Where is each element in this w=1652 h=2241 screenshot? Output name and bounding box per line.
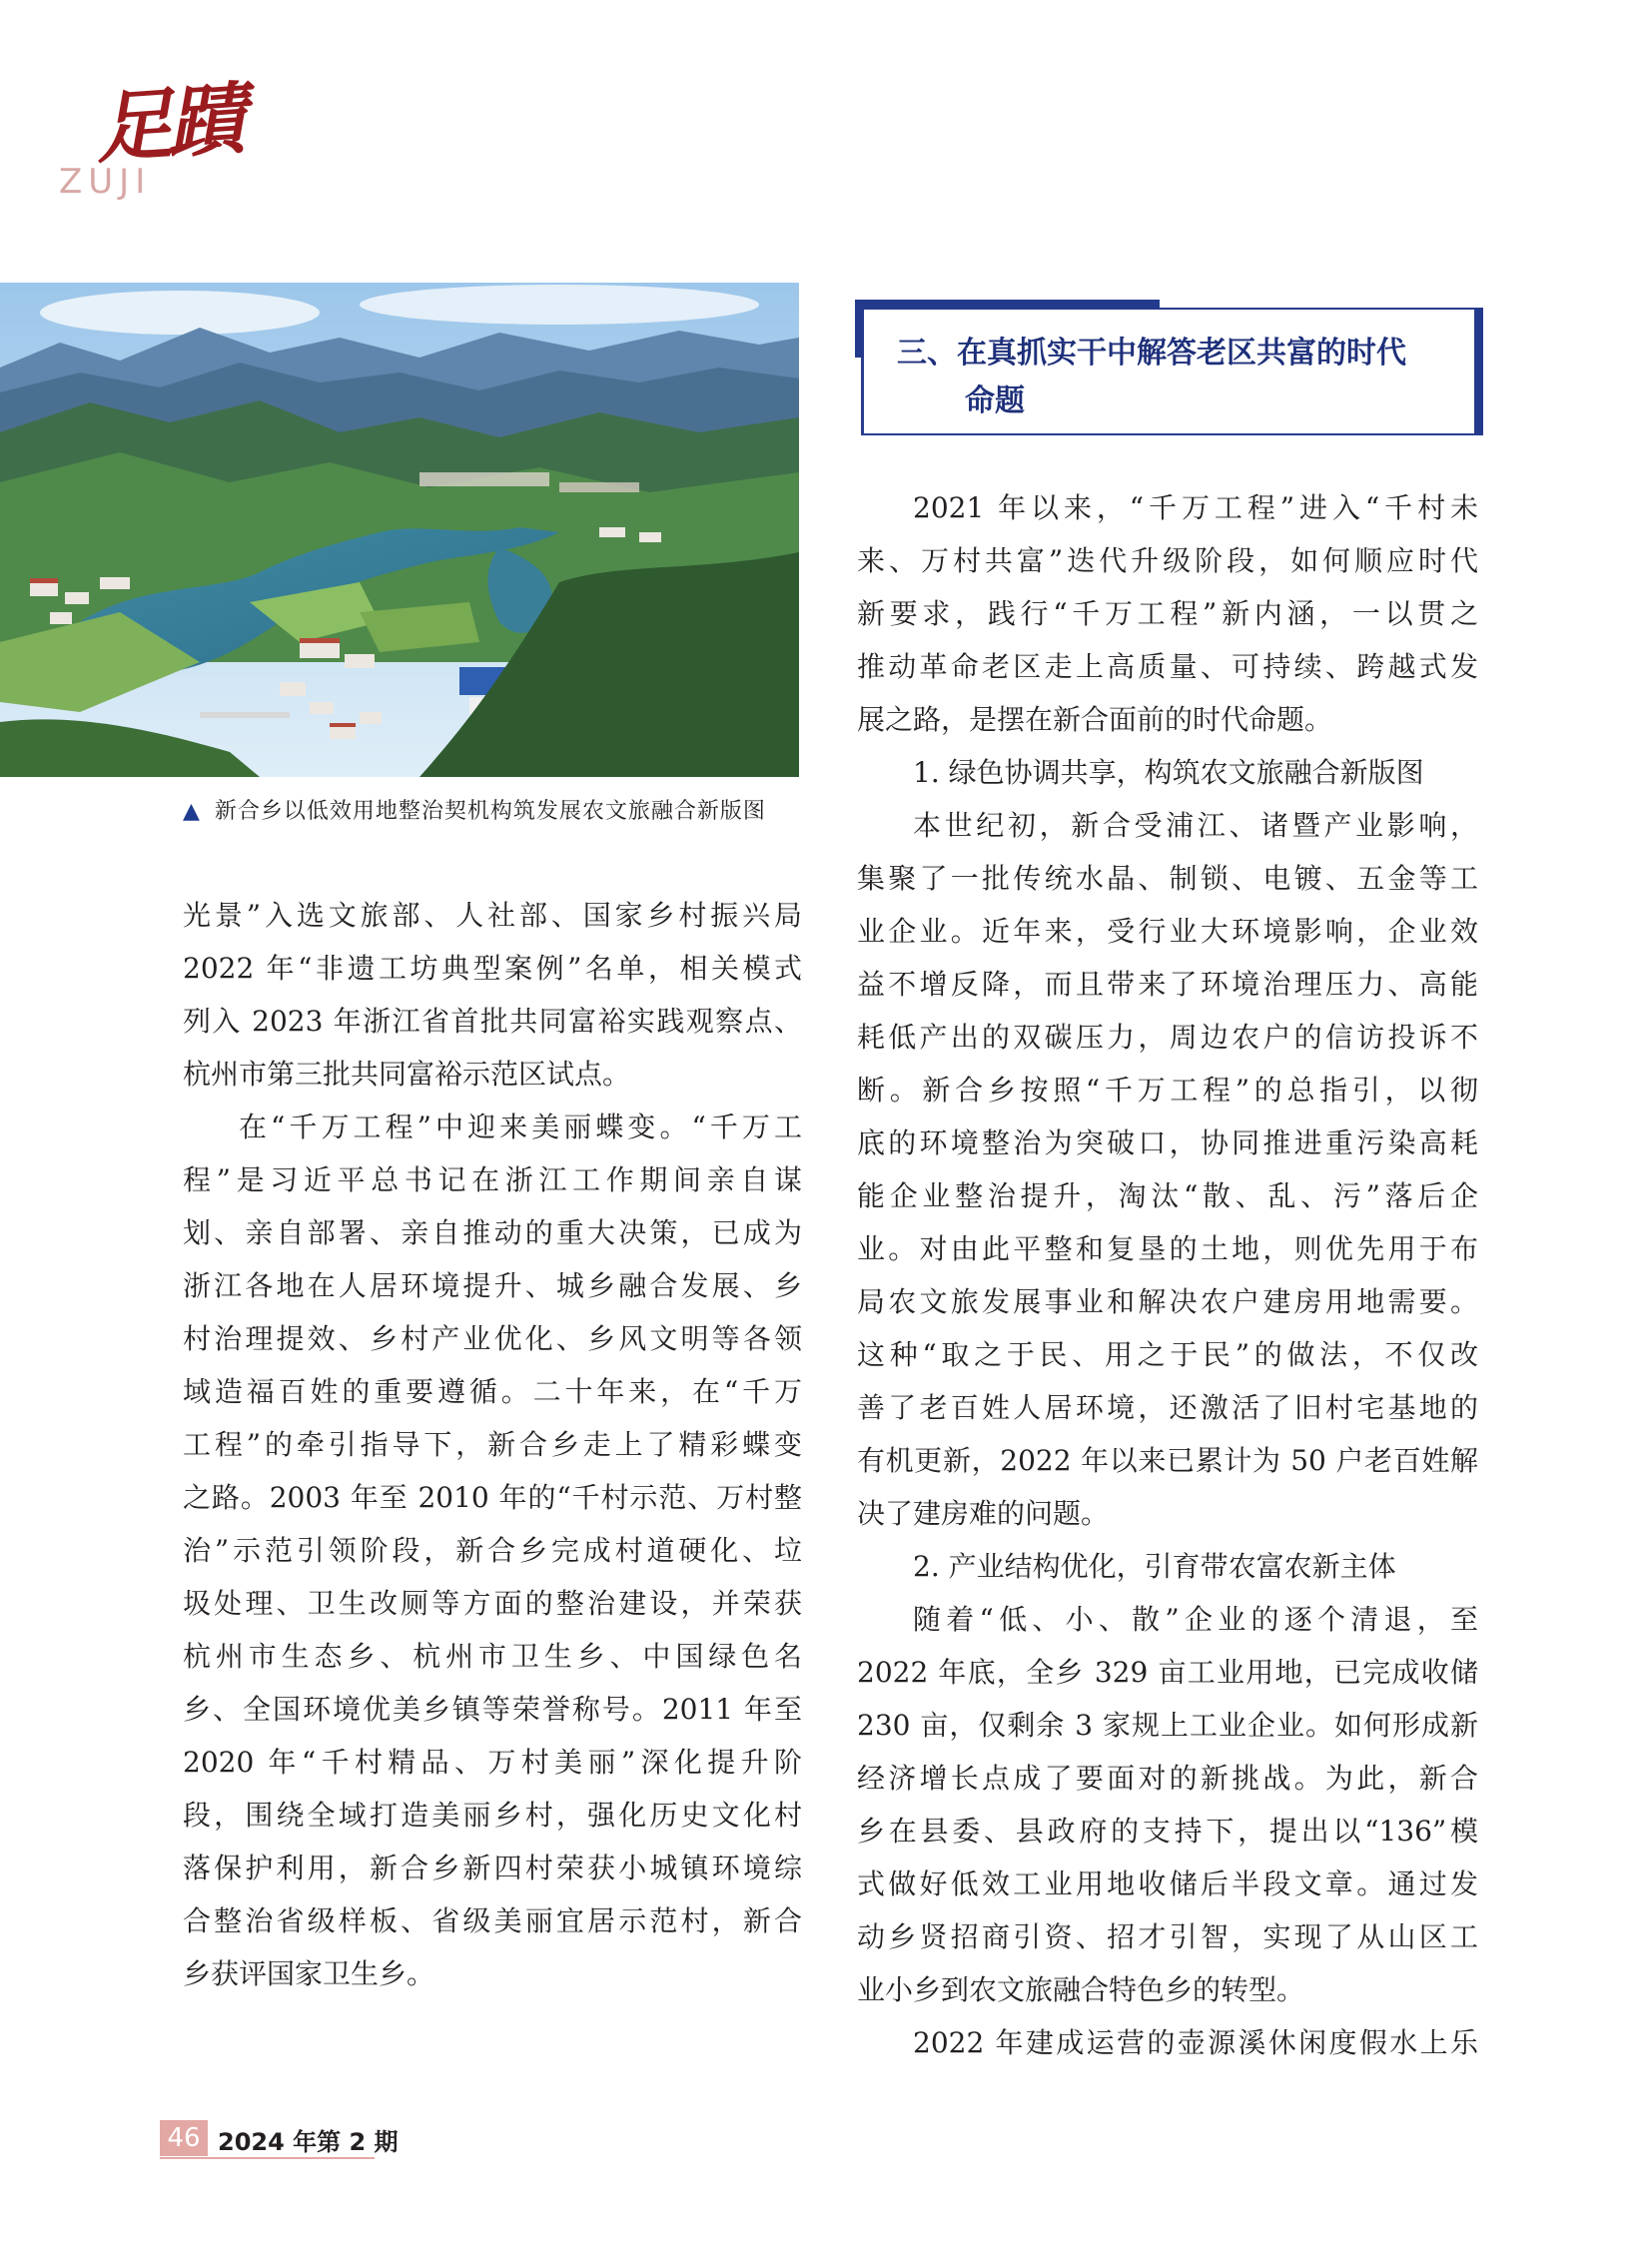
paragraph-line: 集聚了一批传统水晶、制锁、电镀、五金等工: [857, 862, 1478, 895]
paragraph-line: 耗低产出的双碳压力，周边农户的信访投诉不: [857, 1021, 1478, 1054]
paragraph-line: 划、亲自部署、亲自推动的重大决策，已成为: [183, 1216, 802, 1249]
paragraph-line: 业。对由此平整和复垦的土地，则优先用于布: [857, 1232, 1478, 1265]
page-number: 46: [160, 2120, 208, 2156]
paragraph-line: 域造福百姓的重要遵循。二十年来，在“千万: [183, 1375, 802, 1408]
section-heading: [897, 330, 1456, 425]
paragraph-line: 程”是习近平总书记在浙江工作期间亲自谋: [183, 1163, 802, 1196]
paragraph-line: 浙江各地在人居环境提升、城乡融合发展、乡: [183, 1269, 802, 1302]
aerial-village-photo: [0, 283, 799, 777]
section-heading-accent: [1475, 308, 1483, 435]
section-heading-line1: 三、在真抓实干中解答老区共富的时代: [897, 336, 1406, 371]
caption-text: 新合乡以低效用地整治契机构筑发展农文旅融合新版图: [214, 799, 766, 824]
paragraph-line: 本世纪初，新合受浦江、诸暨产业影响，: [913, 809, 1478, 842]
paragraph-line: 段，围绕全域打造美丽乡村，强化历史文化村: [183, 1799, 802, 1832]
paragraph-line: 2020 年“千村精品、万村美丽”深化提升阶: [183, 1746, 802, 1779]
paragraph-line: 业小乡到农文旅融合特色乡的转型。: [857, 1973, 1305, 2006]
paragraph-line: 善了老百姓人居环境，还激活了旧村宅基地的: [857, 1391, 1478, 1424]
paragraph-line: 式做好低效工业用地收储后半段文章。通过发: [857, 1868, 1478, 1900]
issue-label: 2024 年第 2 期: [218, 2128, 399, 2156]
logo-pinyin-title: ZUJI: [59, 162, 152, 202]
paragraph-line: 落保护利用，新合乡新四村荣获小城镇环境综: [183, 1852, 802, 1884]
paragraph-line: 圾处理、卫生改厕等方面的整治建设，并荣获: [183, 1587, 802, 1620]
paragraph-line: 杭州市第三批共同富裕示范区试点。: [183, 1058, 631, 1091]
paragraph-line: 新要求，践行“千万工程”新内涵，一以贯之: [857, 597, 1478, 630]
paragraph-line: 之路。2003 年至 2010 年的“千村示范、万村整: [183, 1481, 802, 1514]
paragraph-line: 乡获评国家卫生乡。: [183, 1957, 435, 1990]
paragraph-line: 光景”入选文旅部、人社部、国家乡村振兴局: [183, 899, 802, 932]
paragraph-line: 2021 年以来，“千万工程”进入“千村未: [913, 491, 1478, 524]
paragraph-line: 有机更新，2022 年以来已累计为 50 户老百姓解: [857, 1444, 1478, 1477]
paragraph-line: 动乡贤招商引资、招才引智，实现了从山区工: [857, 1920, 1478, 1953]
subsection-heading: 2. 产业结构优化，引育带农富农新主体: [913, 1550, 1396, 1583]
caption-triangle-icon: ▲: [183, 799, 201, 824]
paragraph-line: 局农文旅发展事业和解决农户建房用地需要。: [857, 1285, 1478, 1318]
paragraph-line: 推动革命老区走上高质量、可持续、跨越式发: [857, 650, 1478, 683]
section-heading-line2: 命题: [965, 383, 1025, 418]
paragraph-line: 随着“低、小、散”企业的逐个清退，至: [913, 1603, 1478, 1636]
paragraph-line: 能企业整治提升，淘汰“散、乱、污”落后企: [857, 1179, 1478, 1212]
paragraph-line: 这种“取之于民、用之于民”的做法，不仅改: [857, 1338, 1478, 1371]
paragraph-line: 杭州市生态乡、杭州市卫生乡、中国绿色名: [183, 1640, 802, 1673]
left-column-text: [183, 889, 802, 2000]
footer-rule: [160, 2157, 375, 2159]
paragraph-line: 在“千万工程”中迎来美丽蝶变。“千万工: [239, 1111, 802, 1143]
paragraph-line: 村治理提效、乡村产业优化、乡风文明等各领: [183, 1322, 802, 1355]
paragraph-line: 业企业。近年来，受行业大环境影响，企业效: [857, 915, 1478, 948]
paragraph-line: 展之路，是摆在新合面前的时代命题。: [857, 703, 1333, 736]
paragraph-line: 合整治省级样板、省级美丽宜居示范村，新合: [183, 1904, 802, 1937]
paragraph-line: 230 亩，仅剩余 3 家规上工业企业。如何形成新: [857, 1709, 1478, 1742]
paragraph-line: 经济增长点成了要面对的新挑战。为此，新合: [857, 1762, 1478, 1795]
paragraph-line: 2022 年“非遗工坊典型案例”名单，相关模式: [183, 952, 802, 985]
section-heading-accent: [855, 300, 1160, 309]
paragraph-line: 2022 年底，全乡 329 亩工业用地，已完成收储: [857, 1656, 1478, 1689]
paragraph-line: 工程”的牵引指导下，新合乡走上了精彩蝶变: [183, 1428, 802, 1461]
paragraph-line: 列入 2023 年浙江省首批共同富裕实践观察点、: [183, 1005, 802, 1038]
photo-caption: [183, 794, 766, 825]
paragraph-line: 决了建房难的问题。: [857, 1497, 1110, 1530]
paragraph-line: 乡在县委、县政府的支持下，提出以“136”模: [857, 1815, 1478, 1848]
magazine-logo: [55, 62, 255, 202]
paragraph-line: 2022 年建成运营的壶源溪休闲度假水上乐: [913, 2026, 1478, 2059]
paragraph-line: 益不增反降，而且带来了环境治理压力、高能: [857, 968, 1478, 1001]
paragraph-line: 断。新合乡按照“千万工程”的总指引，以彻: [857, 1074, 1478, 1107]
logo-chinese-title: 足蹟: [92, 74, 243, 175]
paragraph-line: 来、万村共富”迭代升级阶段，如何顺应时代: [857, 544, 1478, 577]
section-heading-accent: [855, 300, 864, 358]
paragraph-line: 治”示范引领阶段，新合乡完成村道硬化、垃: [183, 1534, 802, 1567]
subsection-heading: 1. 绿色协调共享，构筑农文旅融合新版图: [913, 756, 1424, 789]
paragraph-line: 乡、全国环境优美乡镇等荣誉称号。2011 年至: [183, 1693, 802, 1726]
paragraph-line: 底的环境整治为突破口，协同推进重污染高耗: [857, 1126, 1478, 1159]
right-column-text: [857, 481, 1478, 2069]
